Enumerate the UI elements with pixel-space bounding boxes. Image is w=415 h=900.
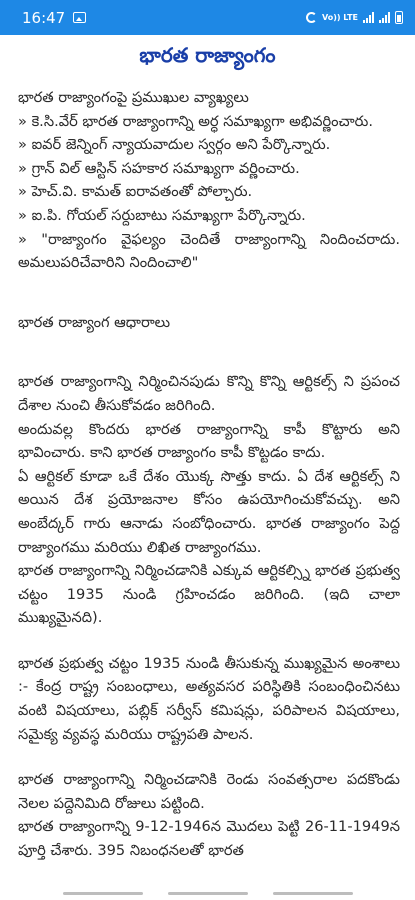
paragraph: ఏ ఆర్టికల్ కూడా ఒకే దేశం యొక్క సొత్తు కాదు. ఏ దేశ ఆర్టికల్స్ ని అయిన దేశ ప్రయోజనాల కోసం ఉపయోగించుకోవచ్చు. అని అంబేద్కర్ గారు ఆనాడు సంబోధించారు. భారత రాజ్యాంగం పెద్ద రాజ్యాంగము మరియు లిఖిత రాజ్యాంగము. [18,467,400,556]
nav-handle[interactable] [273,892,353,895]
status-left [22,9,86,27]
status-time: 16:47 [22,8,66,27]
paragraph: భారత రాజ్యాంగాన్ని నిర్మించినపుడు కొన్ని కొన్ని ఆర్టికల్స్ ని ప్రపంచ దేశాల నుంచి తీసుకోవడం జరిగింది. [18,373,400,414]
status-bar [0,0,415,35]
paragraph: భారత ప్రభుత్వ చట్టం 1935 నుండి తీసుకున్న ముఖ్యమైన అంశాలు :- కేంద్ర రాష్ట్ర సంబంధాలు, అత్యవసర పరిస్థితికి సంబంధించినటు వంటి విషయాలు, పబ్లిక్ సర్వీస్ కమిషన్లు, పరిపాలన విషయాలు, సమైక్య వ్యవస్థ మరియు రాష్ట్రపతి పాలన. [18,654,400,743]
paragraph: అందువల్ల కొందరు భారత రాజ్యాంగాన్ని కాపీ కొట్టారు అని భావించారు. కాని భారత రాజ్యాంగం కాపీ కొట్టడం కాదు. [18,420,400,462]
volte-label: Vo)) LTE [321,12,358,22]
article-content[interactable] [18,86,400,863]
paragraph: » హెచ్.వి. కామత్ ఐరావతంతో పోల్చారు. [18,183,253,201]
navigation-bar[interactable] [0,886,415,900]
sync-icon [306,12,317,23]
section-heading: భారత రాజ్యాంగ ఆధారాలు [18,313,171,331]
signal-2-icon [379,12,390,23]
title-bar [0,35,415,79]
paragraph: భారత రాజ్యాంగంపై ప్రముఖుల వ్యాఖ్యలు [18,89,249,106]
paragraph: » ఐ.పి. గోయల్ సర్దుబాటు సమాఖ్యగా పేర్కొన్నారు. [18,206,306,224]
nav-handle[interactable] [168,892,248,895]
page-title: భారత రాజ్యాంగం [139,42,276,67]
paragraph: » ఐవర్ జెన్నింగ్ న్యాయవాదుల స్వర్గం అని పేర్కొన్నారు. [18,136,331,154]
nav-handle[interactable] [63,892,143,895]
status-right [306,11,403,24]
image-notification-icon [73,12,86,23]
paragraph: భారత రాజ్యాంగాన్ని నిర్మించడానికి ఎక్కువ ఆర్టికల్స్ని భారత ప్రభుత్వ చట్టం 1935 నుండి గ్రహించడం జరిగింది. (ఇది చాలా ముఖ్యమైనది). [18,562,400,627]
paragraph: » "రాజ్యాంగం వైఫల్యం చెందితే రాజ్యాంగాన్ని నిందించరాదు. అమలుపరిచేవారిని నిందించాలి" [18,230,400,272]
signal-icon [363,12,374,23]
paragraph: » కె.సి.వేర్ భారత రాజ్యాంగాన్ని అర్ధ సమాఖ్యగా అభివర్ణించారు. [18,112,373,130]
paragraph: భారత రాజ్యాంగాన్ని 9-12-1946న మొదలు పెట్టి 26-11-1949న పూర్తి చేశారు. 395 నిబంధనలతో భారత [18,818,400,860]
paragraph: భారత రాజ్యాంగాన్ని నిర్మించడానికి రెండు సంవత్సరాల పదకొండు నెలల పద్దెనిమిది రోజులు పట్టింది. [18,771,400,812]
paragraph: » గ్రాన్ విల్ ఆస్టిన్ సహకార సమాఖ్యగా వర్ణించారు. [18,159,300,177]
battery-icon [395,11,403,24]
